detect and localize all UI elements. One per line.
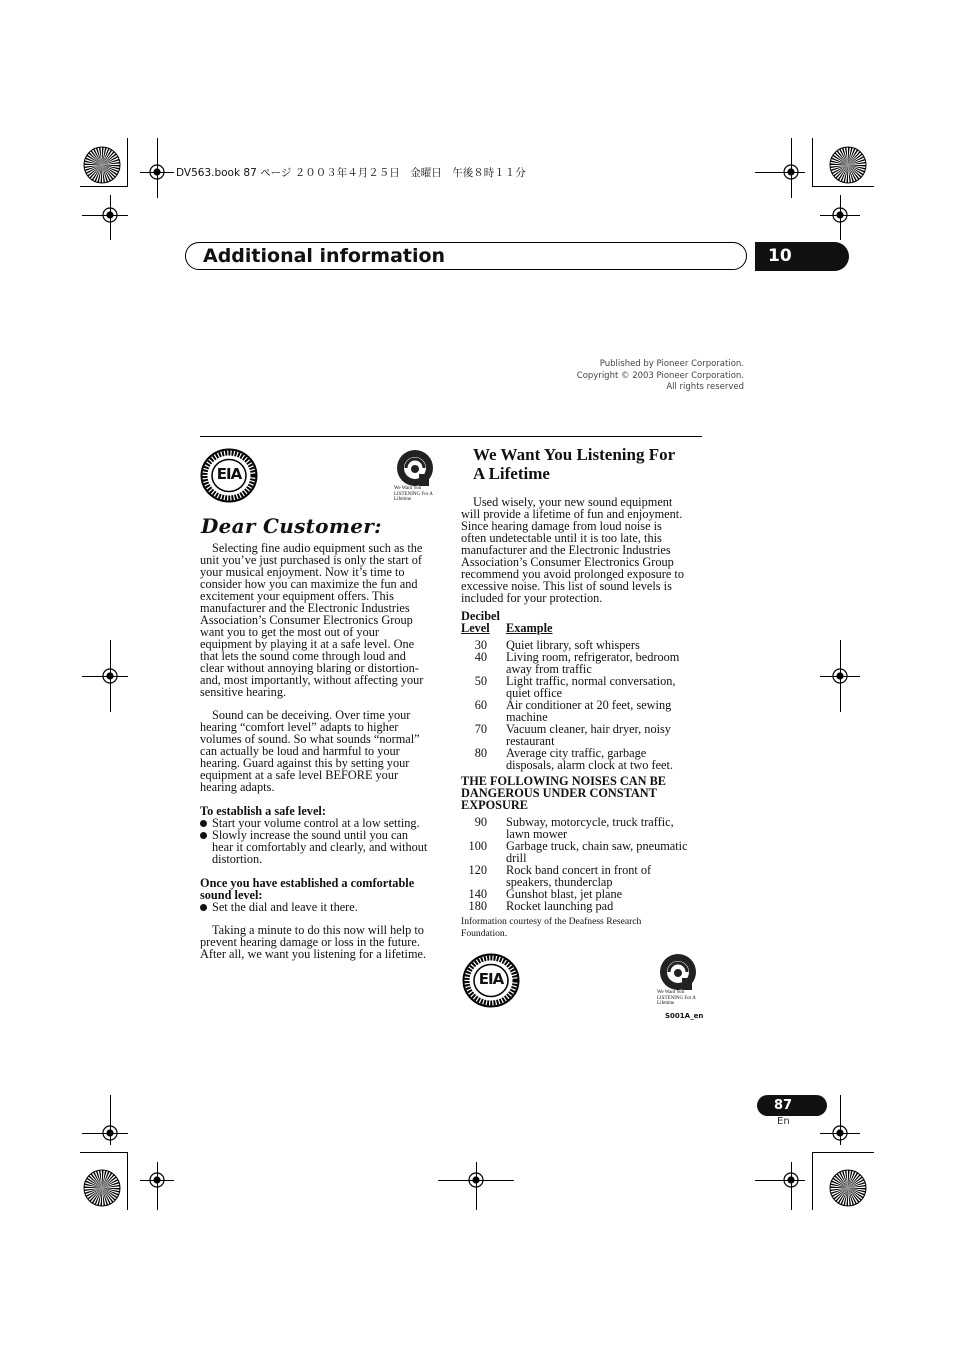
line: Rock band concert in front of [506,863,652,877]
bullet-icon [200,820,207,827]
line: can actually be loud and harmful to your [200,744,400,758]
publisher-line-1: Published by Pioneer Corporation. [599,359,744,369]
decibel-level: 140 [468,887,487,901]
line: recommend you avoid prolonged exposure to [461,567,684,581]
line: quiet office [506,686,563,700]
comfort-level-heading [200,877,445,901]
line: Light traffic, normal conversation, [506,674,676,688]
column-header-example: Example [506,621,553,635]
line: Used wisely, your new sound equipment [473,495,673,509]
line: unit you’ve just purchased is only the start of [200,553,422,567]
line: Air conditioner at 20 feet, sewing [506,698,672,712]
title-line: We Want You Listening For [473,445,676,464]
noise-example [506,864,706,888]
line: Sound can be deceiving. Over time your [212,708,411,722]
safe-level-heading: To establish a safe level: [200,804,326,818]
line: included for your protection. [461,591,603,605]
line: hearing adapts. [200,780,275,794]
print-info: DV563.book 87 ページ ２００３年４月２５日 金曜日 午後８時１１分 [176,167,526,179]
line: Since hearing damage from loud noise is [461,519,662,533]
danger-heading [461,775,706,811]
line: sound level: [200,888,263,902]
starburst-mark-bottom-right [828,1168,868,1208]
chapter-number-badge: 10 [755,242,849,271]
line: THE FOLLOWING NOISES CAN BE [461,774,666,788]
intro-paragraph [200,542,445,698]
line: EXPOSURE [461,798,528,812]
listening-logo-text: We Want You LISTENING For A Lifetime [394,486,433,502]
line: hearing “comfort level” adapts to higher [200,720,399,734]
decibel-level: 180 [468,899,487,913]
line: equipment by playing it at a safe level. One [200,637,415,651]
line: Subway, motorcycle, truck traffic, [506,815,674,829]
bullet-icon [200,904,207,911]
decibel-level: 70 [474,722,487,736]
line: disposals, alarm clock at two feet. [506,758,673,772]
page-number-badge: 87 [757,1095,827,1116]
decibel-level: 40 [474,650,487,664]
line: lawn mower [506,827,568,841]
eia-logo-text: EIA [216,465,242,483]
bullet-icon [200,832,207,839]
decibel-level: 50 [474,674,487,688]
list-item-text: Set the dial and leave it there. [212,900,358,914]
list-item [200,829,445,865]
eia-logo-text: EIA [478,970,504,988]
line: After all, we want you listening for a lifetime. [200,947,427,961]
starburst-mark-top-left [82,145,122,185]
divider-rule [200,436,702,437]
line: want you to get the most out of your [200,625,379,639]
noise-example [506,723,706,747]
line: restaurant [506,734,555,748]
noise-example [506,675,706,699]
noise-example [506,651,706,675]
line: Association’s Consumer Electronics Group [200,613,413,627]
noise-example [506,840,706,864]
line: DANGEROUS UNDER CONSTANT [461,786,657,800]
line: Garbage truck, chain saw, pneumatic [506,839,688,853]
decibel-level: 80 [474,746,487,760]
language-label: En [777,1116,790,1127]
line: Vacuum cleaner, hair dryer, noisy [506,722,671,736]
line: excessive noise. This list of sound levels is [461,579,672,593]
title-line: A Lifetime [473,464,550,483]
decibel-level: 30 [474,638,487,652]
line: volumes of sound. So what sounds “normal” [200,732,420,746]
listening-logo-bottom [653,952,703,1012]
noise-example [506,699,706,723]
starburst-mark-bottom-left [82,1168,122,1208]
eia-logo [200,448,258,503]
list-item-text [212,829,447,865]
column-header-level: Level [461,621,490,635]
line: speakers, thunderclap [506,875,613,889]
line: will provide a lifetime of fun and enjoyment. [461,507,683,521]
listening-logo [390,448,440,508]
decibel-level: 120 [468,863,487,877]
noise-example [506,900,706,912]
line: machine [506,710,548,724]
line: Slowly increase the sound until you can [212,828,409,842]
line: hear it comfortably and clearly, and without [212,840,428,854]
line: Average city traffic, garbage [506,746,647,760]
eia-logo-bottom [462,953,520,1008]
line: clear without annoying blaring or distortion- [200,661,419,675]
greeting: Dear Customer: [201,514,382,538]
line: consider how you can maximize the fun and [200,577,418,591]
line: manufacturer and the Electronic Industries [461,543,671,557]
line: Gunshot blast, jet plane [506,887,623,901]
line: manufacturer and the Electronic Industries [200,601,410,615]
line: and, most importantly, without affecting your [200,673,424,687]
line: equipment at a safe level BEFORE your [200,768,399,782]
line: drill [506,851,527,865]
line: that lets the sound come through loud and [200,649,406,663]
listening-logo-text: We Want You LISTENING For A Lifetime [657,990,696,1006]
article-title [473,445,713,483]
line: Living room, refrigerator, bedroom [506,650,680,664]
starburst-mark-top-right [828,145,868,185]
publisher-line-3: All rights reserved [666,382,744,392]
line: hearing. Guard against this by setting your [200,756,410,770]
line: Quiet library, soft whispers [506,638,640,652]
list-item-text: Start your volume control at a low setting. [212,816,420,830]
line: distortion. [212,852,263,866]
decibel-level: 60 [474,698,487,712]
sound-paragraph [200,709,445,793]
line: Rocket launching pad [506,899,614,913]
line: Selecting fine audio equipment such as the [212,541,423,555]
line: away from traffic [506,662,592,676]
line: Once you have established a comfortable [200,876,415,890]
publisher-line-2: Copyright © 2003 Pioneer Corporation. [576,371,744,381]
line: your musical enjoyment. Now it’s time to [200,565,405,579]
line: excitement your equipment offers. This [200,589,394,603]
decibel-level: 100 [468,839,487,853]
list-item [200,901,445,913]
closing-paragraph [200,924,445,960]
decibel-level: 90 [474,815,487,829]
line: Association’s Consumer Electronics Group [461,555,674,569]
article-intro [461,496,706,604]
noise-example [506,747,706,771]
line: Foundation. [461,927,508,939]
section-title: Additional information [203,245,446,267]
document-code: S001A_en [665,1012,704,1020]
line: prevent hearing damage or loss in the future. [200,935,420,949]
line: Information courtesy of the Deafness Research [461,916,642,927]
line: often undetectable until it is too late, this [461,531,662,545]
column-header-decibel: Decibel [461,609,500,623]
line: sensitive hearing. [200,685,287,699]
courtesy-note [461,916,706,939]
line: Taking a minute to do this now will help to [212,923,424,937]
noise-example [506,816,706,840]
